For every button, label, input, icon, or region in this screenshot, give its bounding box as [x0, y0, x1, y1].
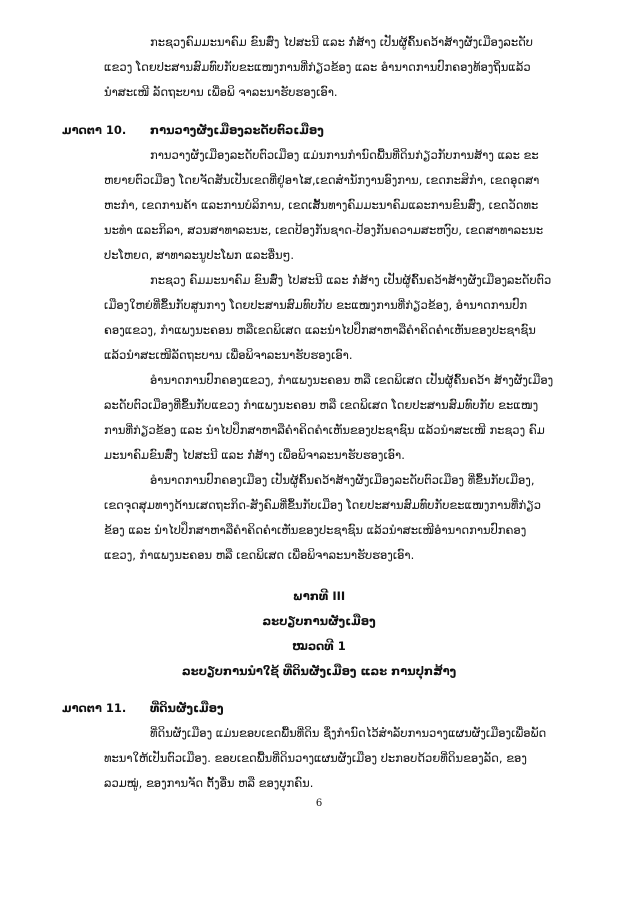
article-11-line: ລວມໝູ່, ຂອງການຈັດ ຕັ້ງອື່ນ ຫລື ຂອງບຸກຄົນ.: [104, 776, 314, 790]
part-number: ພາກທີ III: [292, 589, 346, 603]
article-10-line: ຄອງແຂວງ, ກຳແພງນະຄອນ ຫລືເຂດພິເສດ ແລະນຳໄປປຶກສາຫາລືຄຳຄິດຄຳເຫັນຂອງປະຊາຊົນ: [104, 323, 536, 337]
article-10-line: ການວາງຜັງເມືອງລະດັບຕົວເມືອງ ແມ່ນການກຳນົດພື້ນທີ່ດິນກ່ຽວກັບການສ້າງ ແລະ ຂະ: [150, 148, 539, 162]
article-10-title: ການວາງຜັງເມືອງລະດັບຕົວເມືອງ: [150, 123, 324, 137]
article-10-line: ຂ້ອງ ແລະ ນຳໄປປຶກສາຫາລືຄຳຄິດຄຳເຫັນຂອງປະຊາຊົນ ແລ້ວນຳສະເໜີອຳນາດການປົກຄອງ: [104, 523, 527, 537]
article-11-line: ທະນາໃຫ້ເປັນຕົວເມືອງ. ຂອບເຂດພື້ນທີ່ດິນວາງແຜນຜັງເມືອງ ປະກອບດ້ວຍທີ່ດິນຂອງລັດ, ຂອງ: [104, 751, 527, 765]
article-10-line: ຫະກຳ, ເຂດການຄ້າ ແລະການບໍລິການ, ເຂດເສັ້ນທາງຄົມມະນາຄົມແລະການຂົນສົ່ງ, ເຂດວັດທະ: [104, 198, 539, 212]
page-number: 6: [315, 798, 323, 809]
article-10-label: ມາດຕາ 10.: [62, 123, 127, 137]
article-11-label: ມາດຕາ 11.: [62, 701, 127, 715]
chapter-title: ລະບຽບການນຳໃຊ້ ທີ່ດິນຜັງເມືອງ ແລະ ການປຸກສ້າງ: [181, 664, 457, 678]
article-11-line: ທີ່ດິນຜັງເມືອງ ແມ່ນຂອບເຂດພື້ນທີ່ດິນ ຊຶ່ງກຳນົດໄວ້ສຳລັບການວາງແຜນຜັງເມືອງເພື່ອພັດ: [150, 726, 547, 740]
article-10-line: ອຳນາດການປົກຄອງແຂວງ, ກຳແພງນະຄອນ ຫລື ເຂດພິເສດ ເປັນຜູ້ຄົ້ນຄວ້າ ສ້າງຜັງເມືອງ: [150, 373, 554, 387]
article-10-line: ມະນາຄົມຂົນສົ່ງ ໄປສະນີ ແລະ ກໍ່ສ້າງ ເພື່ອພິຈາລະນາຮັບຮອງເອົາ.: [104, 448, 405, 462]
article-10-line: ປະໂຫຍດ, ສາທາລະນູປະໂພກ ແລະອື່ນໆ.: [104, 248, 294, 262]
part-title: ລະບຽບການຜັງເມືອງ: [262, 614, 376, 628]
article-10-line: ນະທຳ ແລະກິລາ, ສວນສາທາລະນະ, ເຂດປ້ອງກັນຊາດ-ປ້ອງກັນຄວາມສະຫງົບ, ເຂດສາທາລະນະ: [104, 223, 544, 237]
article-10-line: ແຂວງ, ກຳແພງນະຄອນ ຫລື ເຂດພິເສດ ເພື່ອພິຈາລະນາຮັບຮອງເອົາ.: [104, 548, 415, 562]
article-11-title: ທີ່ດິນຜັງເມືອງ: [150, 701, 224, 715]
intro-line-1: ກະຊວງຄົມມະນາຄົມ ຂົນສົ່ງ ໄປສະນີ ແລະ ກໍ່ສ້າງ ເປັນຜູ້ຄົ້ນຄວ້າສ້າງຜັງເມືອງລະດັບ: [150, 35, 533, 49]
article-10-line: ການທີ່ກ່ຽວຂ້ອງ ແລະ ນຳໄປປຶກສາຫາລືຄຳຄິດຄຳເຫັນຂອງປະຊາຊົນ ແລ້ວນຳສະເໜີ ກະຊວງ ຄົມ: [104, 423, 545, 437]
article-10-line: ຫຍາຍຕົວເມືອງ ໂດຍຈັດສັນເປັນເຂດທີ່ຢູ່ອາໄສ,ເຂດສຳນັກງານອົງການ, ເຂດກະສິກຳ, ເຂດອຸດສາ: [104, 173, 540, 187]
article-10-line: ອຳນາດການປົກຄອງເມືອງ ເປັນຜູ້ຄົ້ນຄວ້າສ້າງຜັງເມືອງລະດັບຕົວເມືອງ ທີ່ຂຶ້ນກັບເມືອງ,: [150, 473, 535, 487]
article-10-line: ກະຊວງ ຄົມມະນາຄົມ ຂົນສົ່ງ ໄປສະນີ ແລະ ກໍ່ສ້າງ ເປັນຜູ້ຄົ້ນຄວ້າສ້າງຜັງເມືອງລະດັບຕົວ: [150, 273, 552, 287]
chapter-number: ໝວດທີ 1: [292, 639, 346, 653]
article-10-line: ແລ້ວນຳສະເໜີລັດຖະບານ ເພື່ອພິຈາລະນາຮັບຮອງເອົາ.: [104, 348, 353, 362]
article-10-line: ລະດັບຕົວເມືອງທີ່ຂຶ້ນກັບແຂວງ ກຳແພງນະຄອນ ຫລື ເຂດພິເສດ ໂດຍປະສານສົມທົບກັບ ຂະແໜງ: [104, 398, 539, 412]
intro-line-2: ແຂວງ ໂດຍປະສານສົມທົບກັບຂະແໜງການທີ່ກ່ຽວຂ້ອງ ແລະ ອຳນາດການປົກຄອງທ້ອງຖິ່ນແລ້ວ: [104, 60, 531, 74]
intro-line-3: ນຳສະເໜີ ລັດຖະບານ ເພື່ອພິ ຈາລະນາຮັບຮອງເອົາ.: [104, 85, 338, 99]
article-10-line: ເມືອງໃຫຍ່ທີ່ຂຶ້ນກັບສູນກາງ ໂດຍປະສານສົມທົບກັບ ຂະແໜງການທີ່ກ່ຽວຂ້ອງ, ອຳນາດການປົກ: [104, 298, 528, 312]
article-10-line: ເຂດຈຸດສຸມທາງດ້ານເສດຖະກິດ-ສັງຄົມທີ່ຂຶ້ນກັບເມືອງ ໂດຍປະສານສົມທົບກັບຂະແໜງການທີ່ກ່ຽວ: [104, 498, 542, 512]
